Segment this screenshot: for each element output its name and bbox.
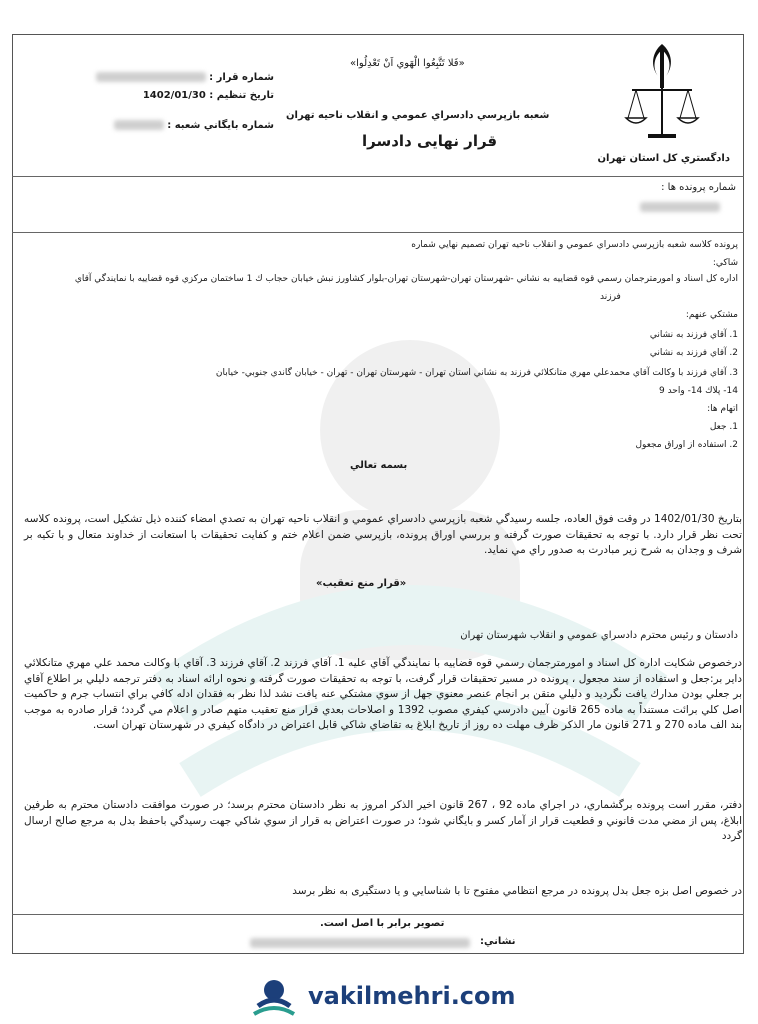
branch-line: شعبه بازپرسي دادسراي عمومي و انقلاب ناحيه تهران [286,110,550,121]
intro-paragraph: بتاريخ 1402/01/30 در وقت فوق العاده، جلسه رسيدگي شعبه بازپرسي دادسراي عمومي و انقلاب ناحيه تهران به تصدي امضاء كننده ذيل تشكيل است، پرونده كلاسه تحت نظر قرار دارد. با توجه به تحقيقات صورت گرفته و بررسي اوراق پرونده، بازپرسي ضمن اعلام ختم و كفايت تحقيقات با استعانت از خداوند متعال و با تكيه بر شرف و وجدان به شرح زير مبادرت به صدور راي مي نمايد. [24,513,742,556]
issue-date-value: 1402/01/30 [142,90,206,101]
footer-divider [12,914,744,915]
decision-number-label: شماره قرار : [209,72,274,83]
accused-label: مشتكي عنهم: [685,310,738,320]
charge-item-2: 2. استفاده از اوراق مجعول [635,440,738,450]
header-divider [12,176,744,177]
complainant-line2: فرزند [600,292,621,302]
address-label: نشاني: [480,936,516,947]
accused-address-line: 14- پلاك 14- واحد 9 [658,386,738,396]
charges-label: اتهام ها: [707,404,738,414]
case-class-line: پرونده كلاسه شعبه بازپرسي دادسراي عمومي و انقلاب ناحيه تهران تصميم نهايي شماره [411,240,738,250]
reasoning-paragraph: درخصوص شكايت اداره كل اسناد و امورمترجمان رسمي قوه قضاييه با نمايندگي آقاي عليه 1. آقاي فرزند 2. آقاي فرزند 3. آقاي با وكالت محمد علي مهري متانكلائي داير بر:جعل و استفاده از سند مجعول ، پرونده در مسير تحقيقات قرار گرفت، با توجه به تحقيقات صورت گرفته و نحوه ارائه اسناد به دفتر ترجمه دليلي بر اطلاع آقاي بر جعلي بودن مدارك يافت نگرديد و دليلي متقن بر انجام عنصر معنوي جهل از سوي مشتكي عنه يافت نشد لذا نظر به فقدان ادله كافي براي انتساب جرم و حاكميت اصل كلي برائت مستنداً به ماده 265 قانون آيين دادرسي كيفري مصوب 1392 و اصلاحات بعدي قرار منع تعقيب متهم صادر و اعلام مي گردد؛ قرار صادره به موجب بند الف ماده 270 و 271 قانون مار الذكر ظرف مهلت ده روز از تاريخ ابلاغ به تقاضاي شاكي قابل اعتراض در دادگاه كيفري در شهرستان تهران است. [24,657,743,731]
redacted-value [250,938,470,948]
file-numbers-label: شماره پرونده ها : [661,182,736,193]
vakilmehri-logo-icon [248,976,300,1018]
quote: «فَلا تَتَّبِعُوا الْهَوي اَنْ تَعْدِلُوا» [350,58,465,69]
redacted-value [96,72,206,82]
issue-date-label: تاريخ تنظيم : [209,90,274,101]
decision-number-row [88,72,274,83]
decision-title: «قرار منع تعقيب» [316,578,407,589]
copy-note: تصوير برابر با اصل است. [320,918,445,929]
accused-item-2: 2. آقاي فرزند به نشاني [649,348,738,358]
redacted-value [114,120,164,130]
site-footer [0,968,758,1024]
accused-item-1: 1. آقاي فرزند به نشاني [649,330,738,340]
iran-emblem-icon [622,38,702,148]
court-name: دادگستري كل استان تهران [597,153,730,164]
page-title: قرار نهایی دادسرا [362,132,498,150]
complainant-label: شاكي: [712,258,738,268]
charge-item-1: 1. جعل [709,422,738,432]
basmala: بسمه تعالي [350,460,408,471]
accused-item-3: 3. آقاي فرزند با وكالت آقاي محمدعلي مهري متانكلائي فرزند به نشاني استان تهران - شهرستان تهران - تهران - خيابان گاندي جنوبي- خيابان [215,368,738,378]
archive-number-row [110,120,274,131]
case-divider [12,232,744,233]
redacted-value [640,202,720,212]
brand-name[interactable]: vakilmehri.com [308,982,516,1010]
complainant-line: اداره كل اسناد و امورمترجمان رسمي قوه قضاييه به نشاني -شهرستان تهران-شهرستان تهران-بلوار كشاورز نبش خيابان حجاب ك 1 ساختمان مركزي قوه قضاييه با نمايندگي آقاي [74,274,738,284]
clerk-instruction-paragraph: دفتر، مقرر است پرونده برگشماري، در اجراي ماده 92 ، 267 قانون اخير الذكر امروز به نظر دادستان محترم برسد؛ در صورت موافقت دادستان محترم به طرفين ابلاغ، پس از مضي مدت قانوني و قطعيت قرار از آمار كسر و بايگاني شود؛ در صورت اعتراض به قرار از سوي شاكي جهت رسيدگي باحفظ بدل به مرجع صالح ارسال گردد [24,799,742,842]
issue-date-row [130,90,274,101]
forgery-note-paragraph: در خصوص اصل بزه جعل بدل پرونده در مرجع انتظامي مفتوح تا با شناسايي و يا دستگيری به نظر برسد [292,885,742,897]
archive-number-label: شماره بايگاني شعبه : [167,120,274,131]
addressee: دادستان و رئيس محترم دادسراي عمومي و انقلاب شهرستان تهران [460,630,738,641]
